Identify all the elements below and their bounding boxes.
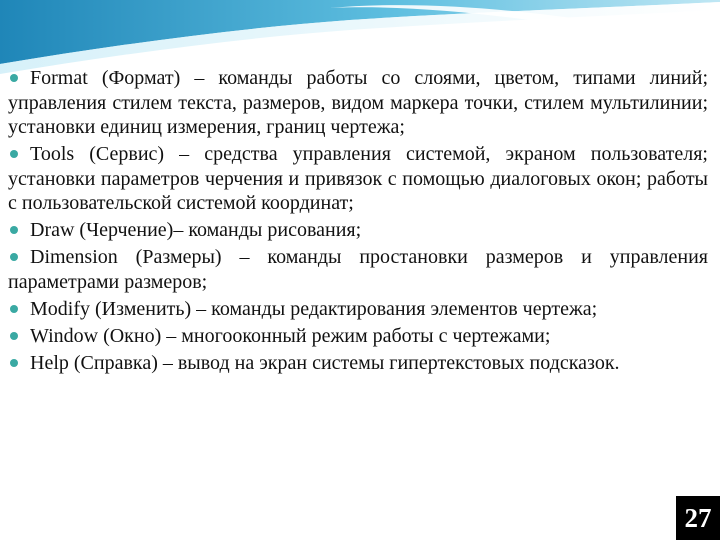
page-number: 27 — [676, 496, 720, 540]
list-item-text: Dimension (Размеры) – команды простановки размеров и управления параметрами размеров; — [8, 246, 708, 293]
list-item-text: Format (Формат) – команды работы со слоями, цветом, типами линий; управления стилем текста, размеров, видом маркера точки, стилем мультилинии; установки единиц измерения, границ чертежа; — [8, 67, 708, 138]
bullet-icon — [10, 74, 18, 82]
bullet-icon — [10, 332, 18, 340]
bullet-list — [8, 66, 708, 378]
list-item — [8, 142, 708, 216]
list-item — [8, 351, 708, 376]
bullet-icon — [10, 253, 18, 261]
list-item — [8, 297, 708, 322]
list-item-text: Tools (Сервис) – средства управления системой, экраном пользователя; установки параметров черчения и привязок с помощью диалоговых окон; работы с пользовательской системой координат; — [8, 143, 708, 214]
bullet-icon — [10, 359, 18, 367]
bullet-icon — [10, 150, 18, 158]
bullet-icon — [10, 305, 18, 313]
list-item — [8, 218, 708, 243]
bullet-icon — [10, 226, 18, 234]
list-item-text: Help (Справка) – вывод на экран системы гипертекстовых подсказок. — [30, 351, 620, 374]
list-item — [8, 66, 708, 140]
list-item — [8, 245, 708, 294]
list-item — [8, 324, 708, 349]
list-item-text: Window (Окно) – многооконный режим работы с чертежами; — [30, 324, 551, 347]
list-item-text: Modify (Изменить) – команды редактирования элементов чертежа; — [30, 297, 598, 320]
list-item-text: Draw (Черчение)– команды рисования; — [30, 219, 362, 241]
